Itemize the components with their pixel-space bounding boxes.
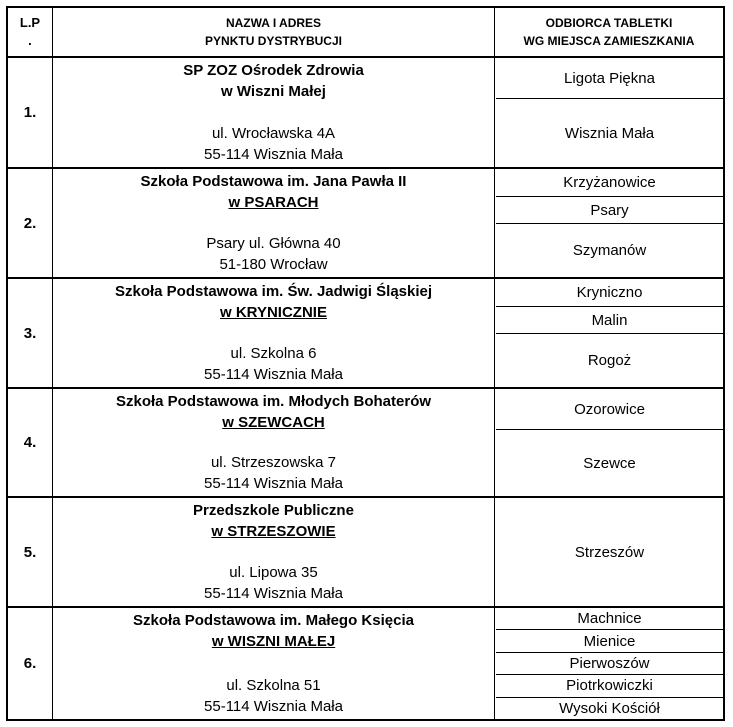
header-lp-text: L.P . [19, 15, 41, 48]
point-name: Szkoła Podstawowa im. Jana Pawła II [140, 173, 407, 190]
receiver-item: Kryniczno [496, 279, 723, 307]
point-location: w KRYNICZNIE [220, 304, 327, 321]
row-number [8, 279, 53, 389]
point-location: w STRZESZOWIE [211, 523, 336, 540]
receiver-item: Strzeszów [574, 543, 645, 561]
distribution-point [53, 169, 495, 279]
point-location: w WISZNI MAŁEJ [211, 633, 336, 650]
point-street: ul. Strzeszowska 7 [210, 454, 337, 471]
receiver-item: Psary [496, 197, 723, 224]
distribution-point [53, 498, 495, 608]
point-city: 55-114 Wisznia Mała [204, 366, 343, 383]
header-lp [8, 8, 53, 58]
receiver-item: Rogoż [587, 352, 632, 369]
row-number-text: 5. [23, 543, 37, 561]
point-location: w Wiszni Małej [221, 83, 326, 100]
point-city: 55-114 Wisznia Mała [204, 698, 343, 715]
point-street: ul. Szkolna 6 [230, 345, 317, 362]
row-number [8, 169, 53, 279]
receiver-list [495, 389, 723, 498]
distribution-point [53, 58, 495, 169]
receiver-item: Malin [496, 307, 723, 334]
header-receiver [495, 8, 723, 58]
receiver-list [495, 608, 723, 719]
point-name: Szkoła Podstawowa im. Św. Jadwigi Śląskiej [114, 283, 433, 300]
point-city: 55-114 Wisznia Mała [204, 585, 343, 602]
point-street: Psary ul. Główna 40 [206, 235, 341, 252]
receiver-list [495, 498, 723, 608]
receiver-item: Pierwoszów [496, 653, 723, 675]
row-number [8, 608, 53, 719]
receiver-item: Szewce [583, 454, 636, 472]
receiver-item: Wysoki Kościół [559, 699, 660, 717]
point-location: w PSARACH [228, 194, 319, 211]
row-number-text: 6. [23, 655, 37, 672]
point-name: SP ZOZ Ośrodek Zdrowia [183, 62, 364, 79]
receiver-item: Machnice [496, 608, 723, 630]
point-street: ul. Szkolna 51 [226, 677, 321, 694]
receiver-item: Szymanów [572, 242, 647, 259]
row-number-text: 1. [23, 104, 37, 121]
receiver-item: Wisznia Mała [564, 124, 655, 142]
row-number-text: 2. [23, 214, 37, 232]
point-street: ul. Wrocławska 4A [211, 125, 336, 142]
distribution-table [6, 6, 725, 721]
row-number [8, 58, 53, 169]
point-name: Przedszkole Publiczne [193, 502, 354, 519]
point-street: ul. Lipowa 35 [229, 564, 318, 581]
receiver-item: Mienice [496, 630, 723, 652]
point-name: Szkoła Podstawowa im. Małego Księcia [133, 612, 414, 629]
header-receiver-text: ODBIORCA TABLETKI WG MIEJSCA ZAMIESZKANIA [523, 16, 695, 48]
point-city: 51-180 Wrocław [219, 256, 328, 273]
distribution-point [53, 279, 495, 389]
receiver-item: Ozorowice [496, 389, 723, 430]
header-place [53, 8, 495, 58]
header-place-text: NAZWA I ADRES PYNKTU DYSTRYBUCJI [205, 16, 342, 48]
receiver-item: Krzyżanowice [496, 169, 723, 197]
point-location: w SZEWCACH [222, 414, 325, 431]
row-number-text: 4. [23, 434, 37, 451]
receiver-item: Ligota Piękna [496, 58, 723, 99]
row-number-text: 3. [23, 324, 37, 342]
receiver-item: Piotrkowiczki [496, 675, 723, 697]
receiver-list [495, 279, 723, 389]
distribution-point [53, 608, 495, 719]
point-city: 55-114 Wisznia Mała [204, 146, 343, 163]
point-name: Szkoła Podstawowa im. Młodych Bohaterów [115, 393, 432, 410]
receiver-list [495, 169, 723, 279]
receiver-list [495, 58, 723, 169]
distribution-point [53, 389, 495, 498]
row-number [8, 498, 53, 608]
row-number [8, 389, 53, 498]
point-city: 55-114 Wisznia Mała [204, 475, 343, 492]
